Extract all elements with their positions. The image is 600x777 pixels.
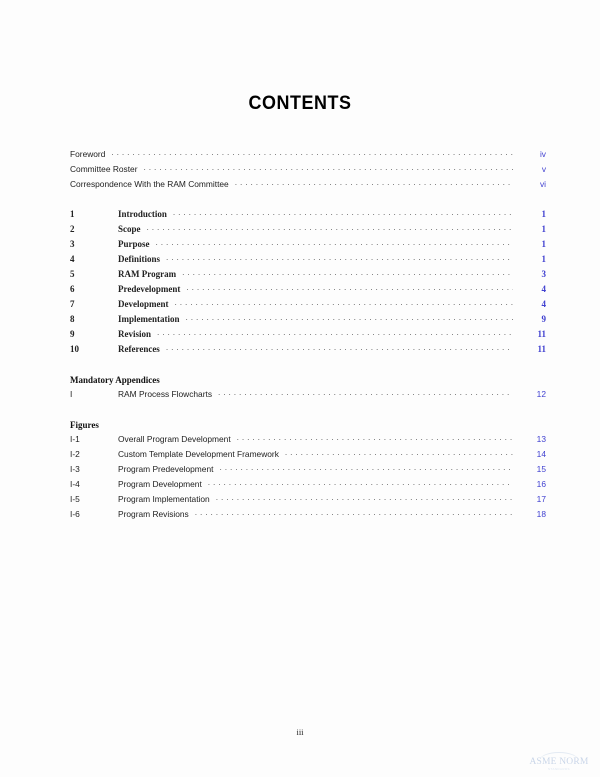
figure-number: I-3 <box>70 464 80 474</box>
leader-dots <box>166 253 513 262</box>
appendix-title: RAM Process Flowcharts <box>118 389 213 399</box>
page-folio-number: iii <box>296 727 304 737</box>
leader-dots <box>186 283 513 292</box>
figures-heading: Figures <box>70 420 99 430</box>
section-number: 3 <box>70 239 75 249</box>
toc-section-10[interactable] <box>70 343 546 358</box>
toc-section-5[interactable] <box>70 268 546 283</box>
figure-title: Program Revisions <box>118 509 189 519</box>
figure-page[interactable]: 18 <box>536 509 546 519</box>
figure-title: Program Implementation <box>118 494 210 504</box>
toc-section-3[interactable] <box>70 238 546 253</box>
leader-dots <box>235 178 513 187</box>
section-page[interactable]: 9 <box>541 314 546 324</box>
section-page[interactable]: 1 <box>541 239 546 249</box>
figure-number: I-6 <box>70 509 80 519</box>
section-title: Revision <box>118 329 152 339</box>
section-title: Development <box>118 299 169 309</box>
section-number: 6 <box>70 284 75 294</box>
section-number: 9 <box>70 329 75 339</box>
toc-figure-I-5[interactable] <box>70 493 546 508</box>
section-page[interactable]: 1 <box>541 254 546 264</box>
figures-list <box>70 433 546 523</box>
section-page[interactable]: 3 <box>541 269 546 279</box>
toc-appendix-I[interactable] <box>70 388 546 403</box>
leader-dots <box>175 298 514 307</box>
figure-number: I-2 <box>70 449 80 459</box>
table-of-contents <box>70 148 546 523</box>
section-number: 1 <box>70 209 75 219</box>
section-title: Predevelopment <box>118 284 181 294</box>
figure-number: I-1 <box>70 434 80 444</box>
toc-entry-label: Correspondence With the RAM Committee <box>70 179 229 189</box>
figure-number: I-4 <box>70 479 80 489</box>
figure-title: Program Predevelopment <box>118 464 214 474</box>
leader-dots <box>219 463 513 472</box>
watermark-title: ASME NORM <box>529 757 589 768</box>
section-page[interactable]: 4 <box>541 299 546 309</box>
section-page[interactable]: 1 <box>541 224 546 234</box>
front-matter-list <box>70 148 546 193</box>
leader-dots <box>157 328 513 337</box>
section-number: 7 <box>70 299 75 309</box>
asme-norm-watermark-logo <box>526 752 592 772</box>
leader-dots <box>147 223 514 232</box>
toc-entry-page[interactable]: v <box>541 164 546 174</box>
section-page[interactable]: 11 <box>537 344 546 354</box>
page-title: CONTENTS <box>248 92 352 114</box>
section-title: Implementation <box>118 314 180 324</box>
figure-page[interactable]: 14 <box>536 449 546 459</box>
section-number: 8 <box>70 314 75 324</box>
leader-dots <box>195 508 513 517</box>
toc-figure-I-1[interactable] <box>70 433 546 448</box>
leader-dots <box>111 148 513 157</box>
section-number: 4 <box>70 254 75 264</box>
toc-entry-label: Foreword <box>70 149 106 159</box>
section-spacer <box>70 358 546 373</box>
figure-title: Overall Program Development <box>118 434 231 444</box>
figure-title: Program Development <box>118 479 202 489</box>
toc-figure-I-3[interactable] <box>70 463 546 478</box>
section-title: Purpose <box>118 239 150 249</box>
toc-section-2[interactable] <box>70 223 546 238</box>
toc-figure-I-4[interactable] <box>70 478 546 493</box>
toc-figure-I-6[interactable] <box>70 508 546 523</box>
leader-dots <box>173 208 513 217</box>
figure-page[interactable]: 16 <box>536 479 546 489</box>
section-title: Scope <box>118 224 141 234</box>
section-title: Definitions <box>118 254 161 264</box>
figure-number: I-5 <box>70 494 80 504</box>
toc-entry-foreword[interactable] <box>70 148 546 163</box>
leader-dots <box>218 388 513 397</box>
section-spacer <box>70 193 546 208</box>
watermark-subtitle: STANDARDS <box>548 767 570 772</box>
section-page[interactable]: 4 <box>541 284 546 294</box>
appendices-list <box>70 388 546 403</box>
section-page[interactable]: 11 <box>537 329 546 339</box>
leader-dots <box>166 343 513 352</box>
section-page[interactable]: 1 <box>541 209 546 219</box>
figure-page[interactable]: 15 <box>536 464 546 474</box>
sections-list <box>70 208 546 358</box>
leader-dots <box>182 268 513 277</box>
toc-section-6[interactable] <box>70 283 546 298</box>
section-title: Introduction <box>118 209 167 219</box>
toc-section-4[interactable] <box>70 253 546 268</box>
figure-title: Custom Template Development Framework <box>118 449 279 459</box>
section-title: References <box>118 344 160 354</box>
toc-entry-label: Committee Roster <box>70 164 138 174</box>
toc-entry-page[interactable]: iv <box>539 149 546 159</box>
toc-entry-correspondence[interactable] <box>70 178 546 193</box>
section-number: 5 <box>70 269 75 279</box>
appendix-number: I <box>70 389 73 399</box>
appendices-heading: Mandatory Appendices <box>70 375 160 385</box>
toc-figure-I-2[interactable] <box>70 448 546 463</box>
appendix-page[interactable]: 12 <box>536 389 546 399</box>
leader-dots <box>143 163 513 172</box>
section-number: 10 <box>70 344 79 354</box>
toc-section-7[interactable] <box>70 298 546 313</box>
toc-section-9[interactable] <box>70 328 546 343</box>
leader-dots <box>285 448 513 457</box>
section-spacer <box>70 403 546 418</box>
figure-page[interactable]: 13 <box>536 434 546 444</box>
section-title: RAM Program <box>118 269 177 279</box>
toc-section-1[interactable] <box>70 208 546 223</box>
toc-entry-page[interactable]: vi <box>539 179 546 189</box>
toc-entry-committee-roster[interactable] <box>70 163 546 178</box>
leader-dots <box>216 493 513 502</box>
figure-page[interactable]: 17 <box>536 494 546 504</box>
leader-dots <box>156 238 514 247</box>
leader-dots <box>208 478 513 487</box>
leader-dots <box>186 313 514 322</box>
leader-dots <box>237 433 513 442</box>
toc-section-8[interactable] <box>70 313 546 328</box>
section-number: 2 <box>70 224 75 234</box>
